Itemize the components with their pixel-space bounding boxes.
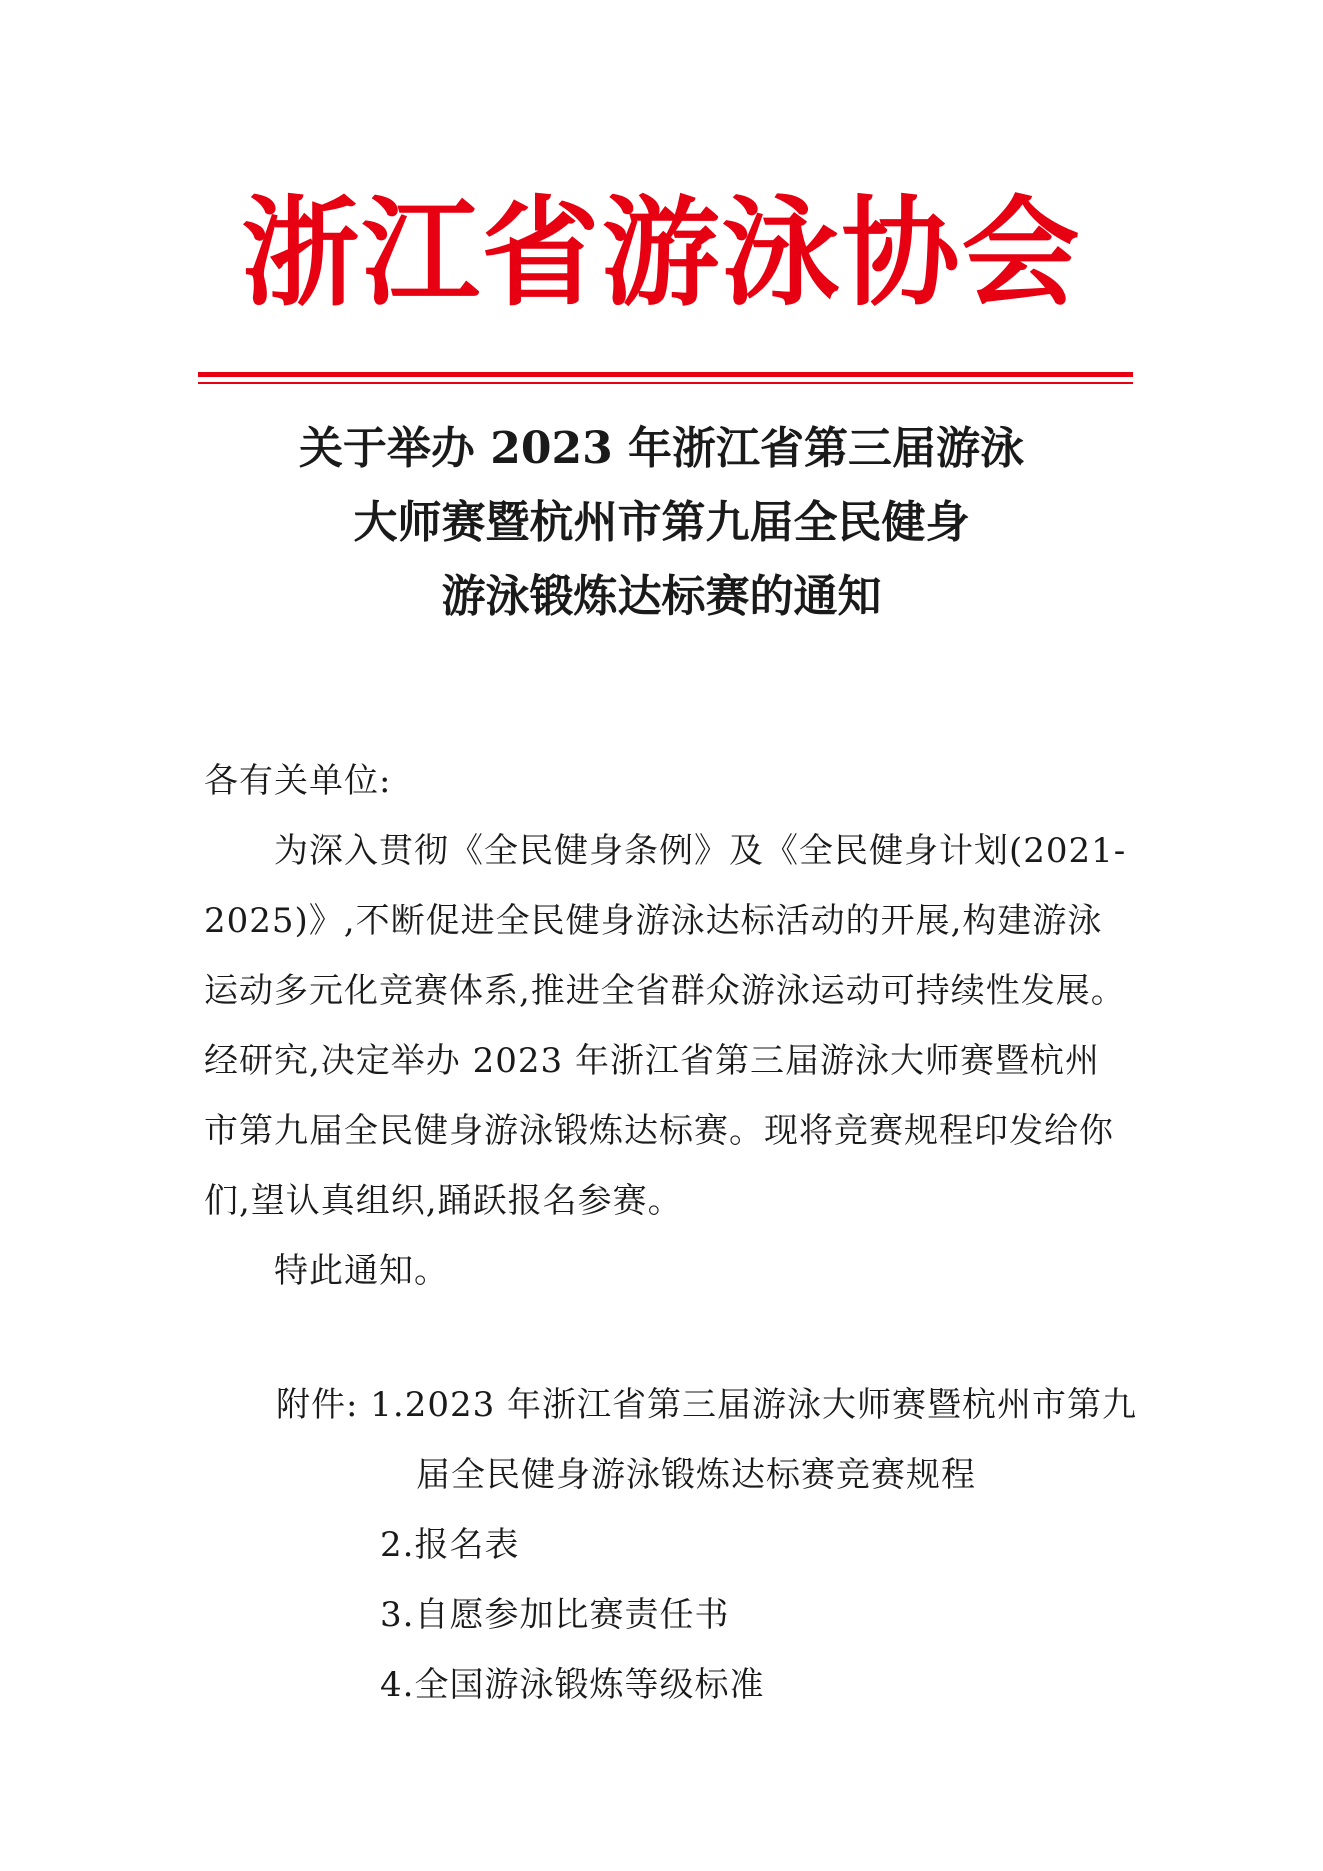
red-divider-thick: [198, 372, 1133, 377]
paragraph-line: 经研究,决定举办 2023 年浙江省第三届游泳大师赛暨杭州: [204, 1041, 1100, 1081]
paragraph-line: 2025)》,不断促进全民健身游泳达标活动的开展,构建游泳: [204, 901, 1103, 941]
title-line-1: 关于举办 2023 年浙江省第三届游泳: [298, 423, 1025, 474]
paragraph-line: 们,望认真组织,踊跃报名参赛。: [204, 1181, 683, 1221]
attachment-item-3: 3.自愿参加比赛责任书: [380, 1595, 730, 1635]
closing-line: 特此通知。: [274, 1251, 449, 1291]
org-masthead: 浙江省游泳协会: [241, 183, 1082, 322]
red-divider-thin: [198, 382, 1133, 384]
attachment-item-1-cont: 届全民健身游泳锻炼达标赛竞赛规程: [416, 1455, 976, 1495]
paragraph-line: 为深入贯彻《全民健身条例》及《全民健身计划(2021-: [274, 831, 1127, 871]
attachment-item-2: 2.报名表: [380, 1525, 520, 1565]
attachment-item-4: 4.全国游泳锻炼等级标准: [380, 1665, 765, 1705]
paragraph-line: 市第九届全民健身游泳锻炼达标赛。现将竞赛规程印发给你: [204, 1111, 1114, 1151]
attachment-item-1: 附件: 1.2023 年浙江省第三届游泳大师赛暨杭州市第九: [276, 1385, 1138, 1425]
salutation: 各有关单位:: [204, 761, 392, 801]
document-title: [0, 412, 1323, 634]
title-line-2: 大师赛暨杭州市第九届全民健身: [353, 497, 970, 548]
title-line-3: 游泳锻炼达标赛的通知: [441, 571, 882, 622]
paragraph-line: 运动多元化竞赛体系,推进全省群众游泳运动可持续性发展。: [204, 971, 1126, 1011]
